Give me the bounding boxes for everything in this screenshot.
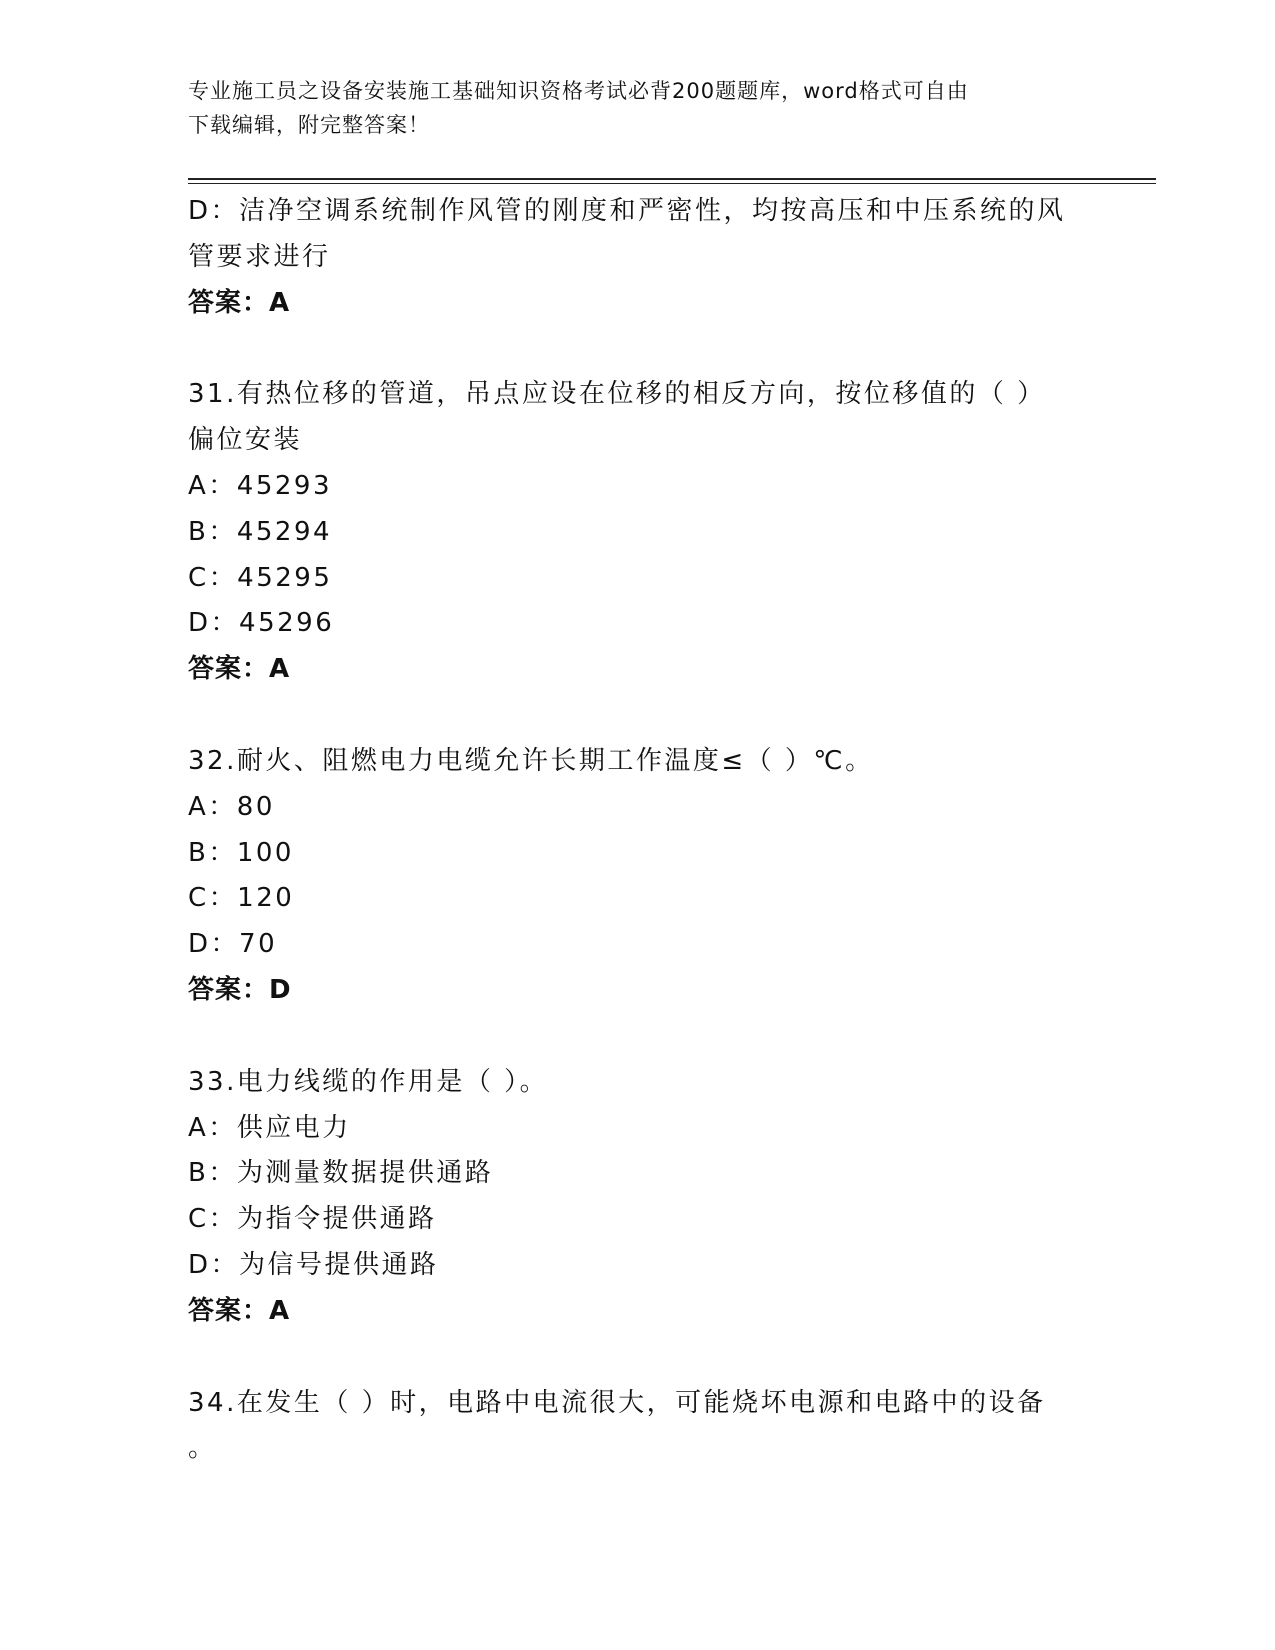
option-c: C：为指令提供通路: [188, 1204, 437, 1235]
option-b: B：45294: [188, 516, 333, 547]
header-line-2: 下载编辑，附完整答案！: [188, 113, 430, 137]
option-c: C：45295: [188, 562, 333, 593]
option-b: B：100: [188, 837, 294, 868]
answer-label: 答案：A: [188, 654, 291, 685]
answer-label: 答案：D: [188, 974, 292, 1005]
option-d: D：70: [188, 929, 278, 960]
option-b: B：为测量数据提供通路: [188, 1158, 494, 1189]
option-a: A：80: [188, 791, 275, 822]
option-d: D：为信号提供通路: [188, 1249, 439, 1280]
question-stem: 34.在发生（ ）时，电路中电流很大，可能烧坏电源和电路中的设备: [188, 1387, 1046, 1418]
header-line-1: 专业施工员之设备安装施工基础知识资格考试必背200题题库，word格式可自由: [188, 79, 969, 103]
question-stem-continued: 。: [188, 1433, 217, 1464]
question-33: [188, 1060, 1088, 1335]
prev-question-tail: [188, 189, 1088, 326]
question-stem: 33.电力线缆的作用是（ ）。: [188, 1066, 549, 1097]
question-32: [188, 739, 1088, 1014]
header-divider-thin: [188, 183, 1156, 184]
option-a: A：45293: [188, 470, 332, 501]
answer-label: 答案：A: [188, 1295, 291, 1326]
option-d-continued: 管要求进行: [188, 241, 331, 272]
answer-label: 答案：A: [188, 287, 291, 318]
option-c: C：120: [188, 883, 295, 914]
question-stem-continued: 偏位安装: [188, 425, 303, 456]
header-divider-thick: [188, 178, 1156, 180]
question-stem: 32.耐火、阻燃电力电缆允许长期工作温度≤（ ）℃。: [188, 745, 874, 776]
option-d: D：45296: [188, 608, 335, 639]
question-34: [188, 1381, 1088, 1473]
option-a: A：供应电力: [188, 1112, 351, 1143]
question-content: [188, 189, 1088, 1472]
question-31: [188, 372, 1088, 693]
question-stem: 31.有热位移的管道，吊点应设在位移的相反方向，按位移值的（ ）: [188, 379, 1046, 410]
document-header: [188, 74, 1088, 142]
option-d: D：洁净空调系统制作风管的刚度和严密性，均按高压和中压系统的风: [188, 196, 1066, 226]
